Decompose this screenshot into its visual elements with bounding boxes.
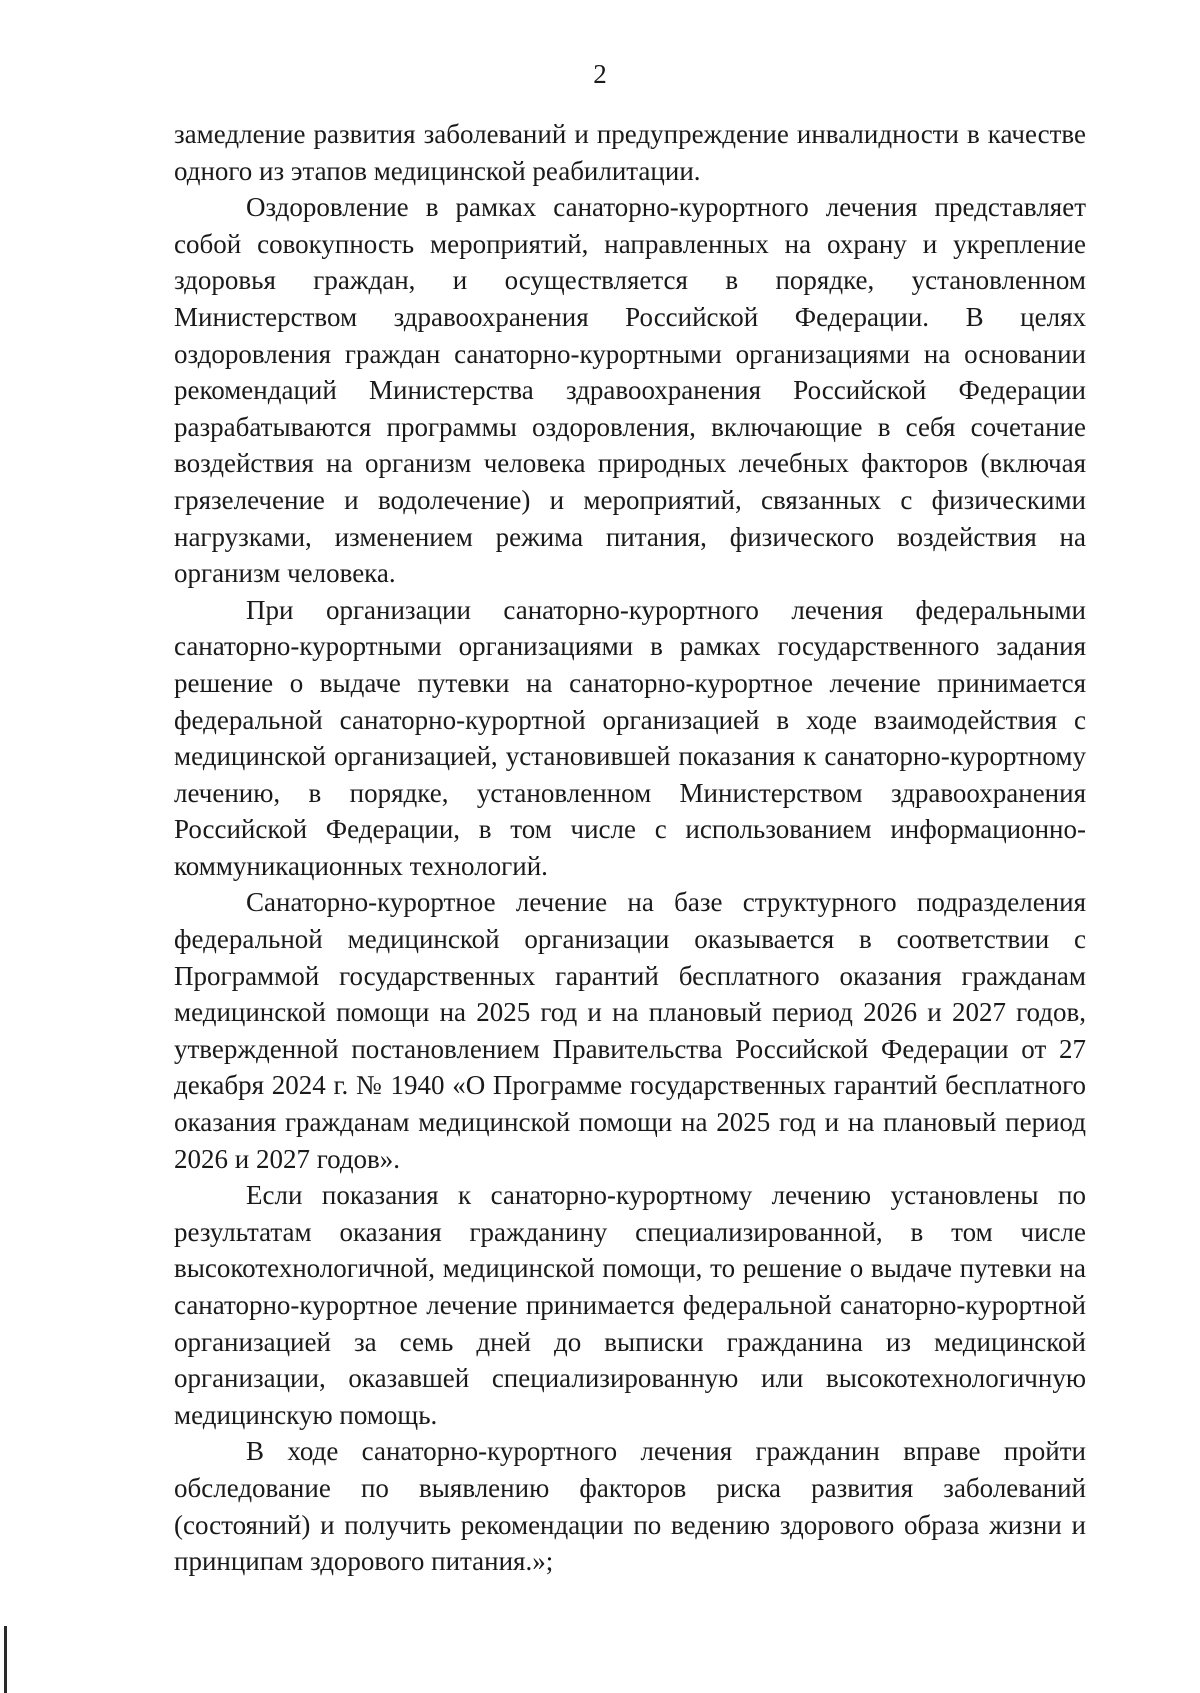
scan-edge-mark — [4, 1626, 7, 1693]
paragraph-health-improvement: Оздоровление в рамках санаторно-курортного лечения представляет собой совокупность мероприятий, направленных на охрану и укрепление здоровья граждан, и осуществляется в порядке, установленном Министерством здравоохранения Российской Федерации. В целях оздоровления граждан санаторно-курортными организациями на основании рекомендаций Министерства здравоохранения Российской Федерации разрабатываются программы оздоровления, включающие в себя сочетание воздействия на организм человека природных лечебных факторов (включая грязелечение и водолечение) и мероприятий, связанных с физическими нагрузками, изменением режима питания, физического воздействия на организм человека. — [174, 192, 1086, 589]
page-number: 2 — [593, 59, 607, 89]
paragraph-specialized-care: Если показания к санаторно-курортному лечению установлены по результатам оказания гражданину специализированной, в том числе высокотехнологичной, медицинской помощи, то решение о выдаче путевки на санаторно-курортное лечение принимается федеральной санаторно-курортной организацией за семь дней до выписки гражданина из медицинской организации, оказавшей специализированную или высокотехнологичную медицинскую помощь. — [174, 1180, 1086, 1430]
paragraph-examination: В ходе санаторно-курортного лечения гражданин вправе пройти обследование по выявлению факторов риска развития заболеваний (состояний) и получить рекомендации по ведению здорового образа жизни и принципам здорового питания.»; — [174, 1436, 1086, 1577]
paragraph-federal-organizations: При организации санаторно-курортного лечения федеральными санаторно-курортными организациями в рамках государственного задания решение о выдаче путевки на санаторно-курортное лечение принимается федеральной санаторно-курортной организацией в ходе взаимодействия с медицинской организацией, установившей показания к санаторно-курортному лечению, в порядке, установленном Министерством здравоохранения Российской Федерации, в том числе с использованием информационно-коммуникационных технологий. — [174, 594, 1086, 881]
paragraph-structural-unit: Санаторно-курортное лечение на базе структурного подразделения федеральной медицинской организации оказывается в соответствии с Программой государственных гарантий бесплатного оказания гражданам медицинской помощи на 2025 год и на плановый период 2026 и 2027 годов, утвержденной постановлением Правительства Российской Федерации от 27 декабря 2024 г. № 1940 «О Программе государственных гарантий бесплатного оказания гражданам медицинской помощи на 2025 год и на плановый период 2026 и 2027 годов». — [174, 887, 1086, 1174]
paragraph-continuation: замедление развития заболеваний и предупреждение инвалидности в качестве одного из этапов медицинской реабилитации. — [174, 119, 1086, 186]
document-body — [174, 116, 1086, 1580]
